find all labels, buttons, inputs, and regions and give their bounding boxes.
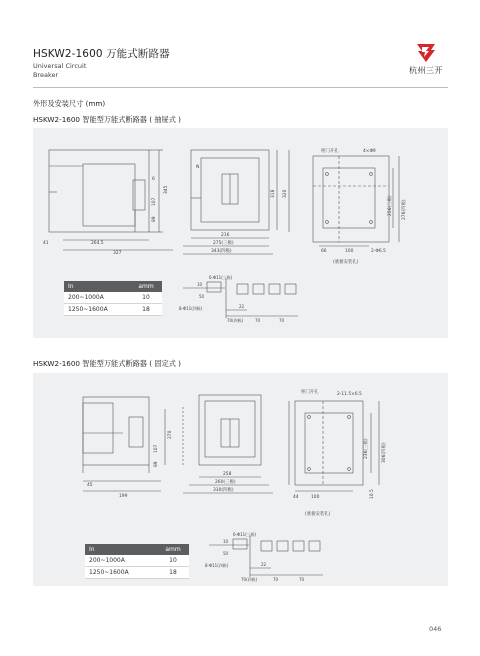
table-cell: 1250~1600A bbox=[85, 567, 157, 579]
dim-label: 306(四极) bbox=[382, 442, 387, 463]
table-cell: 18 bbox=[130, 304, 162, 316]
dim-label: 8-Φ11(四极) bbox=[179, 306, 203, 311]
table-header: In bbox=[85, 544, 157, 555]
drawout-heading: HSKW2-1600 智能型万能式断路器 ( 抽屉式 ) bbox=[33, 115, 181, 124]
dim-label: 107 bbox=[152, 197, 157, 206]
dim-label: 343(四极) bbox=[211, 249, 232, 254]
dim-label: 199 bbox=[119, 494, 128, 499]
dim-label: 256(三极) bbox=[388, 195, 393, 216]
table-header: amm bbox=[157, 544, 189, 555]
dim-label: 10 bbox=[223, 539, 229, 544]
dim-label: 44 bbox=[293, 495, 299, 500]
dim-label: 70(四极) bbox=[241, 577, 258, 582]
fixed-mount-labels bbox=[293, 388, 387, 517]
table-cell: 10 bbox=[130, 292, 162, 304]
brand-logo bbox=[403, 42, 449, 78]
dim-label: 41 bbox=[43, 241, 49, 246]
subtitle-line-1: Universal Circuit bbox=[33, 62, 87, 70]
drawout-drawing-panel bbox=[33, 128, 448, 338]
fixed-heading: HSKW2-1600 智能型万能式断路器 ( 固定式 ) bbox=[33, 359, 181, 368]
table-row bbox=[85, 567, 189, 579]
drawout-side-labels bbox=[43, 176, 169, 256]
table-header: amm bbox=[130, 281, 162, 292]
dim-label: 45 bbox=[87, 483, 93, 488]
brand-name: 杭州三开 bbox=[409, 66, 443, 75]
dim-label: 22 bbox=[261, 562, 267, 567]
fixed-busbar-labels bbox=[205, 531, 305, 582]
dim-label: 100 bbox=[345, 249, 354, 254]
dim-label: 66 bbox=[321, 249, 327, 254]
dim-label: 70 bbox=[273, 577, 279, 582]
fixed-drawing-panel bbox=[33, 373, 448, 586]
dim-label: 320 bbox=[283, 189, 288, 198]
dim-label: 10 bbox=[197, 282, 203, 287]
subtitle-line-2: Breaker bbox=[33, 71, 59, 79]
dim-label: 2-Φ6.5 bbox=[371, 249, 386, 254]
header-divider bbox=[33, 87, 448, 88]
dim-label: 50 bbox=[223, 551, 229, 556]
dim-label: (底板安装孔) bbox=[333, 260, 359, 265]
table-cell: 200~1000A bbox=[64, 292, 130, 304]
dim-label: (底板安装孔) bbox=[305, 512, 331, 517]
dim-label: 6-Φ11(三极) bbox=[209, 275, 233, 280]
dim-label: 100 bbox=[311, 495, 320, 500]
dim-label: 6-Φ11(三极) bbox=[233, 532, 257, 537]
table-row bbox=[64, 292, 162, 304]
dim-label: 345 bbox=[164, 185, 169, 194]
fixed-spec-table bbox=[85, 544, 189, 579]
dim-label: 264.5 bbox=[91, 241, 104, 246]
logo-mark-icon bbox=[414, 42, 438, 64]
dim-label: 330(四极) bbox=[213, 488, 234, 493]
dim-label: 4×Φ9 bbox=[363, 149, 376, 154]
dim-label: 260(三极) bbox=[215, 480, 236, 485]
dim-label: 258 bbox=[223, 472, 232, 477]
dim-label: 柜门开孔 bbox=[301, 390, 319, 395]
table-cell: 1250~1600A bbox=[64, 304, 130, 316]
dim-label: 6 bbox=[152, 177, 155, 182]
dim-label: 89 bbox=[154, 461, 159, 467]
fixed-side-view bbox=[83, 397, 165, 491]
dim-label: 22 bbox=[239, 304, 245, 309]
dim-label: 10.5 bbox=[370, 489, 375, 499]
dim-label: 89 bbox=[152, 216, 157, 222]
dim-label: 318 bbox=[271, 189, 276, 198]
dim-label: 216 bbox=[221, 233, 230, 238]
dim-label: 柜门开孔 bbox=[321, 149, 339, 154]
dim-label: 70 bbox=[255, 318, 261, 323]
drawout-mounting-view bbox=[313, 156, 399, 246]
table-row bbox=[85, 555, 189, 567]
dim-label: 2-11.5×6.5 bbox=[337, 392, 362, 397]
fixed-front-labels bbox=[213, 471, 236, 493]
dim-label: 70 bbox=[279, 318, 285, 323]
dim-label: 70 bbox=[299, 577, 305, 582]
table-cell: 200~1000A bbox=[85, 555, 157, 567]
dim-label: 275(三极) bbox=[213, 241, 234, 246]
fixed-front-view bbox=[183, 395, 273, 493]
table-cell: 10 bbox=[157, 555, 189, 567]
dim-label: 8-Φ11(四极) bbox=[205, 563, 229, 568]
front-n-label: N bbox=[196, 165, 200, 170]
table-header: In bbox=[64, 281, 130, 292]
dim-label: 270 bbox=[168, 430, 173, 439]
drawout-busbar-labels bbox=[179, 274, 285, 323]
drawout-front-labels bbox=[196, 164, 288, 254]
dim-label: 236(三极) bbox=[364, 438, 369, 459]
dim-label: 327 bbox=[113, 251, 122, 256]
drawout-spec-table bbox=[64, 281, 162, 316]
dim-label: 276(四极) bbox=[402, 199, 407, 220]
dim-label: 50 bbox=[199, 294, 205, 299]
page-number: 046 bbox=[429, 625, 442, 633]
drawout-mount-labels bbox=[321, 147, 407, 265]
table-row bbox=[64, 304, 162, 316]
page-title: HSKW2-1600 万能式断路器 bbox=[33, 48, 170, 60]
dimensions-heading: 外形及安装尺寸 (mm) bbox=[33, 99, 106, 108]
table-cell: 18 bbox=[157, 567, 189, 579]
dim-label: 70(四极) bbox=[227, 318, 244, 323]
dim-label: 107 bbox=[154, 444, 159, 453]
